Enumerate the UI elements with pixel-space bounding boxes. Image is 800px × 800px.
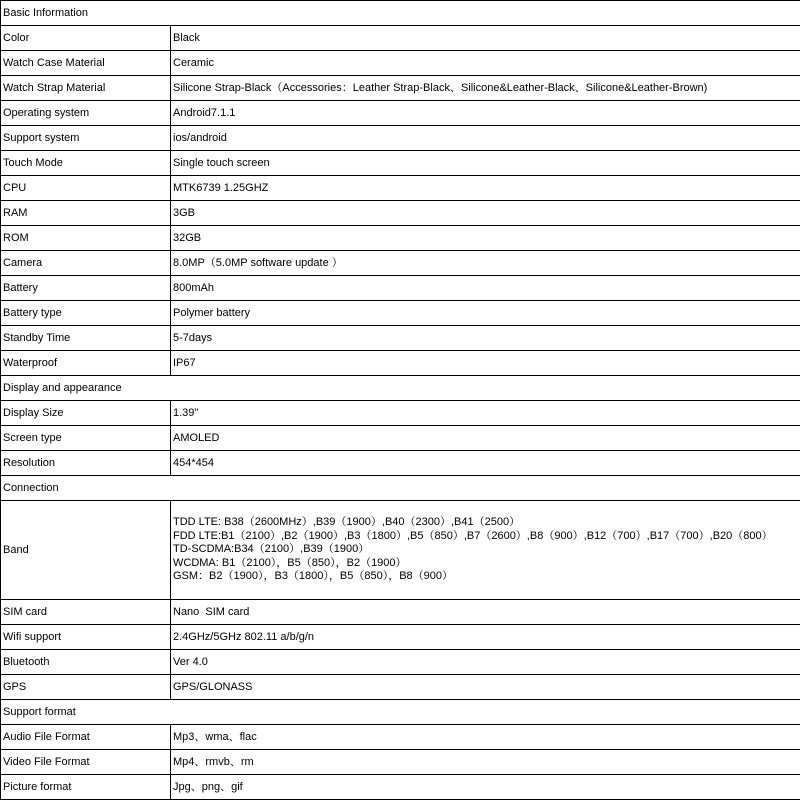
spec-value: Nano SIM card <box>171 600 800 625</box>
spec-row-video-file-format <box>1 750 800 775</box>
spec-value: Polymer battery <box>171 301 800 326</box>
spec-label: Screen type <box>1 426 171 451</box>
spec-value: Mp4、rmvb、rm <box>171 750 800 775</box>
spec-label: Picture format <box>1 775 171 800</box>
spec-label: Wifi support <box>1 625 171 650</box>
spec-value: IP67 <box>171 351 800 376</box>
spec-value: Silicone Strap-Black（Accessories：Leather Strap-Black、Silicone&Leather-Black、Silicone&Leather-Brown) <box>171 76 800 101</box>
spec-row-cpu <box>1 176 800 201</box>
spec-row-battery <box>1 276 800 301</box>
spec-row-gps <box>1 675 800 700</box>
spec-label: Display Size <box>1 401 171 426</box>
band-line: TDD LTE: B38（2600MHz）,B39（1900）,B40（2300）,B41（2500） <box>173 516 521 529</box>
spec-value-multiline <box>171 501 800 600</box>
spec-row-ram <box>1 201 800 226</box>
spec-row-battery-type <box>1 301 800 326</box>
spec-label: CPU <box>1 176 171 201</box>
spec-value: Single touch screen <box>171 151 800 176</box>
section-header-row <box>1 1 800 26</box>
spec-value: 1.39" <box>171 401 800 426</box>
spec-row-support-system <box>1 126 800 151</box>
spec-row-bluetooth <box>1 650 800 675</box>
band-line: TD-SCDMA:B34（2100）,B39（1900） <box>173 543 370 556</box>
spec-label: Operating system <box>1 101 171 126</box>
spec-row-sim-card <box>1 600 800 625</box>
spec-label: Support system <box>1 126 171 151</box>
spec-label: Video File Format <box>1 750 171 775</box>
section-header-row <box>1 476 800 501</box>
spec-row-color <box>1 26 800 51</box>
spec-value: GPS/GLONASS <box>171 675 800 700</box>
spec-label: Battery <box>1 276 171 301</box>
spec-label: SIM card <box>1 600 171 625</box>
spec-row-operating-system <box>1 101 800 126</box>
spec-label: Watch Case Material <box>1 51 171 76</box>
section-title: Display and appearance <box>1 376 800 401</box>
spec-row-waterproof <box>1 351 800 376</box>
spec-value: ios/android <box>171 126 800 151</box>
spec-value: Android7.1.1 <box>171 101 800 126</box>
spec-label: GPS <box>1 675 171 700</box>
spec-value: 32GB <box>171 226 800 251</box>
spec-row-watch-case-material <box>1 51 800 76</box>
spec-value: Mp3、wma、flac <box>171 725 800 750</box>
spec-row-audio-file-format <box>1 725 800 750</box>
spec-value: 454*454 <box>171 451 800 476</box>
band-line: WCDMA: B1（2100），B5（850），B2（1900） <box>173 556 407 569</box>
spec-row-camera <box>1 251 800 276</box>
spec-label: Resolution <box>1 451 171 476</box>
spec-label: ROM <box>1 226 171 251</box>
spec-value: Jpg、png、gif <box>171 775 800 800</box>
section-header-row <box>1 700 800 725</box>
spec-value: 2.4GHz/5GHz 802.11 a/b/g/n <box>171 625 800 650</box>
spec-row-watch-strap-material <box>1 76 800 101</box>
spec-row-resolution <box>1 451 800 476</box>
spec-label: Bluetooth <box>1 650 171 675</box>
band-line: GSM：B2（1900），B3（1800），B5（850），B8（900） <box>173 570 454 583</box>
section-header-row <box>1 376 800 401</box>
spec-row-standby-time <box>1 326 800 351</box>
section-title: Connection <box>1 476 800 501</box>
spec-row-band <box>1 501 800 600</box>
spec-label: Standby Time <box>1 326 171 351</box>
section-title: Support format <box>1 700 800 725</box>
section-title: Basic Information <box>1 1 800 26</box>
band-line: FDD LTE:B1（2100）,B2（1900）,B3（1800）,B5（850）,B7（2600）,B8（900）,B12（700）,B17（700）,B20（800） <box>173 529 773 542</box>
spec-value: 3GB <box>171 201 800 226</box>
spec-label: Battery type <box>1 301 171 326</box>
spec-value: Ver 4.0 <box>171 650 800 675</box>
spec-label: Touch Mode <box>1 151 171 176</box>
spec-label: Watch Strap Material <box>1 76 171 101</box>
spec-label: Waterproof <box>1 351 171 376</box>
spec-row-rom <box>1 226 800 251</box>
spec-value: MTK6739 1.25GHZ <box>171 176 800 201</box>
spec-value: 5-7days <box>171 326 800 351</box>
spec-value: 800mAh <box>171 276 800 301</box>
spec-label: Audio File Format <box>1 725 171 750</box>
spec-label: RAM <box>1 201 171 226</box>
spec-value: Ceramic <box>171 51 800 76</box>
spec-row-screen-type <box>1 426 800 451</box>
spec-row-picture-format <box>1 775 800 800</box>
spec-row-display-size <box>1 401 800 426</box>
spec-row-touch-mode <box>1 151 800 176</box>
spec-value: Black <box>171 26 800 51</box>
spec-label: Camera <box>1 251 171 276</box>
spec-row-wifi-support <box>1 625 800 650</box>
spec-value: AMOLED <box>171 426 800 451</box>
spec-value: 8.0MP（5.0MP software update ） <box>171 251 800 276</box>
spec-label: Band <box>1 501 171 600</box>
spec-label: Color <box>1 26 171 51</box>
